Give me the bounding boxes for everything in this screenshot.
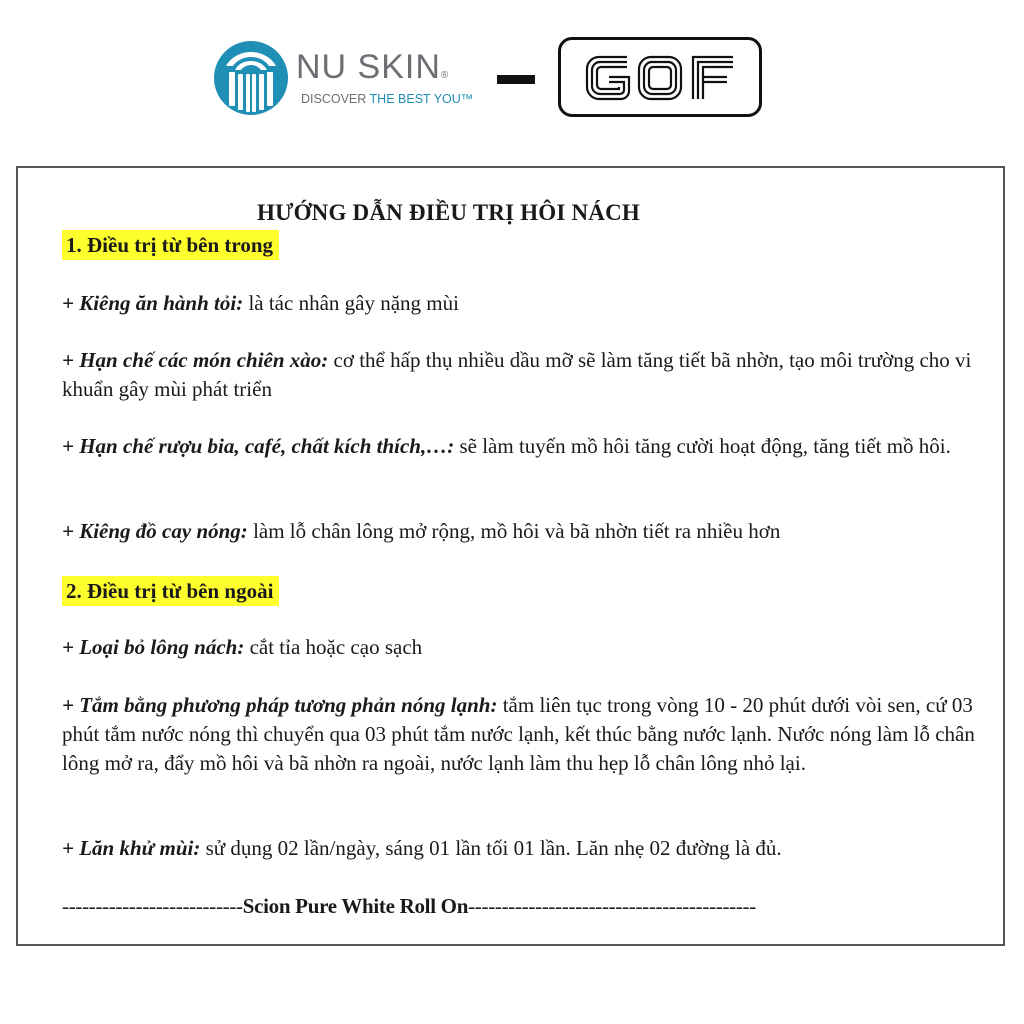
list-item: + Kiêng đồ cay nóng: làm lỗ chân lông mở rộng, mồ hôi và bã nhờn tiết ra nhiều hơn [62, 519, 781, 543]
logo-separator [497, 75, 535, 84]
list-item: + Hạn chế rượu bia, café, chất kích thích,…: sẽ làm tuyến mồ hôi tăng cười hoạt động, tăng tiết mồ hôi. [62, 434, 951, 458]
product-footer [62, 894, 756, 919]
nuskin-logo [205, 38, 490, 120]
tagline-accent: THE BEST YOU™ [369, 92, 474, 106]
registered-mark: ® [440, 70, 450, 81]
gof-logo-icon [581, 49, 739, 107]
product-name: Scion Pure White Roll On [242, 894, 469, 918]
footer-dashes-left: --------------------------- [62, 894, 243, 918]
section-heading-external: 2. Điều trị từ bên ngoài [62, 576, 279, 606]
tagline-prefix: DISCOVER [301, 92, 370, 106]
nuskin-logo-icon [213, 40, 289, 116]
gof-logo [558, 37, 762, 117]
treatment-document [16, 166, 1005, 946]
list-item: + Tắm bằng phương pháp tương phản nóng lạnh: tắm liên tục trong vòng 10 - 20 phút dưới vòi sen, cứ 03 phút tắm nước nóng thì chuyển qua 03 phút tắm nước lạnh, kết thúc bằng nước lạnh. Nước nóng làm lỗ chân lông mở ra, đẩy mồ hôi và bã nhờn ra ngoài, nước lạnh làm thu hẹp lỗ chân lông nhỏ lại. [62, 693, 975, 775]
list-item: + Hạn chế các món chiên xào: cơ thể hấp thụ nhiều dầu mỡ sẽ làm tăng tiết bã nhờn, tạo môi trường cho vi khuẩn gây mùi phát triển [62, 348, 972, 401]
list-item: + Kiêng ăn hành tỏi: là tác nhân gây nặng mùi [62, 291, 459, 315]
footer-dashes-right: ------------------------------------------- [468, 894, 756, 918]
nuskin-tagline [301, 92, 473, 106]
list-item: + Loại bỏ lông nách: cắt tỉa hoặc cạo sạch [62, 635, 423, 659]
section-heading-internal: 1. Điều trị từ bên trong [62, 230, 279, 260]
document-title: HƯỚNG DẪN ĐIỀU TRỊ HÔI NÁCH [256, 200, 640, 225]
list-item: + Lăn khử mùi: sử dụng 02 lần/ngày, sáng 01 lần tối 01 lần. Lăn nhẹ 02 đường là đủ. [62, 836, 782, 860]
nuskin-wordmark: NU SKIN® [296, 48, 450, 86]
header [0, 0, 1024, 140]
